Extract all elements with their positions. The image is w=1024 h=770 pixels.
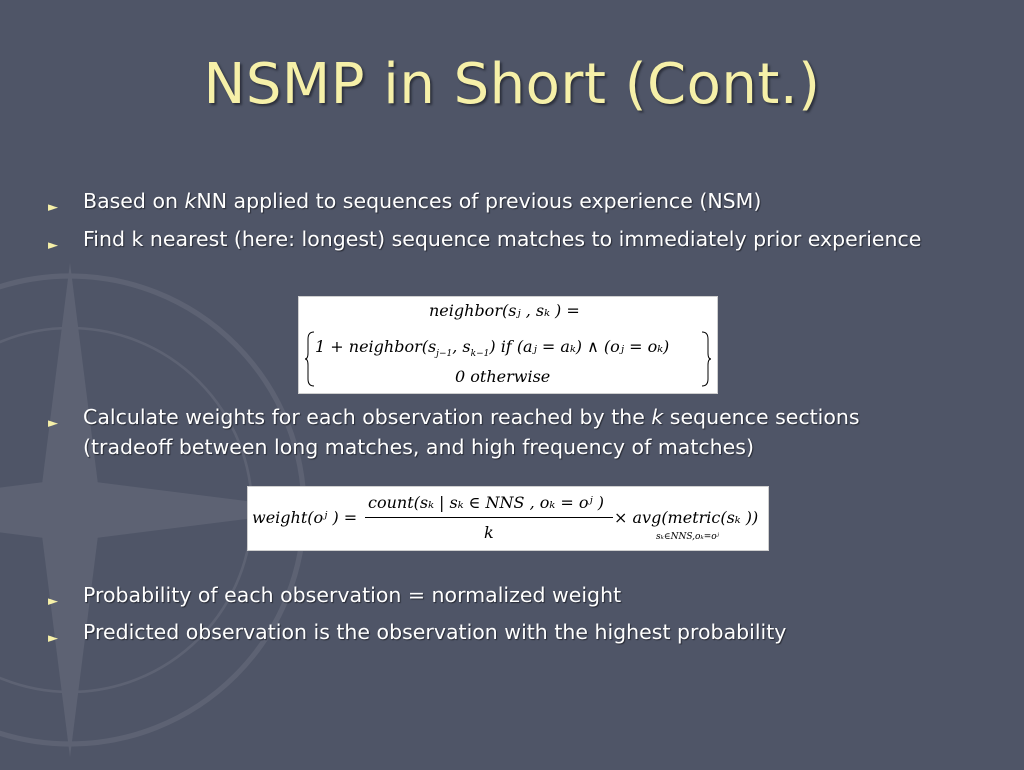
bullet-predicted [48, 617, 948, 647]
triangle-right-icon: ► [48, 200, 58, 215]
bullet-probability [48, 580, 948, 610]
bullet-text: Based on kNN applied to sequences of previous experience (NSM) [83, 189, 762, 213]
triangle-right-icon: ► [48, 631, 58, 646]
slide-title: NSMP in Short (Cont.) [203, 52, 821, 117]
formula-rhs: × avg(metric(sₖ )) [614, 508, 759, 527]
bullet-find-k [48, 224, 948, 254]
triangle-right-icon: ► [48, 416, 58, 431]
bullet-text: Probability of each observation = normalized weight [83, 583, 622, 607]
triangle-right-icon: ► [48, 238, 58, 253]
bullet-text: Find k nearest (here: longest) sequence matches to immediately prior experience [83, 227, 922, 251]
right-brace [701, 331, 711, 387]
formula-lhs: weight(oʲ ) = [252, 508, 358, 527]
formula-line-1: neighbor(sⱼ , sₖ ) = [429, 301, 580, 320]
bullet-weights [48, 402, 948, 462]
formula-line-2: $1 + neighbor(s_{j-1}$, $s_{k-1}$) if (aⱼ = aₖ) ∧ (oⱼ = oₖ) [315, 337, 670, 360]
triangle-right-icon: ► [48, 594, 58, 609]
left-brace [305, 331, 315, 387]
neighbor-formula [298, 296, 718, 394]
bullet-knn [48, 186, 948, 216]
formula-denominator: k [484, 523, 494, 542]
formula-line-3: 0 otherwise [455, 367, 551, 386]
bullet-text: Predicted observation is the observation with the highest probability [83, 620, 787, 644]
formula-numerator: count(sₖ | sₖ ∈ NNS , oₖ = oʲ ) [368, 493, 604, 512]
weight-formula [247, 486, 769, 551]
bullet-text: Calculate weights for each observation reached by the k sequence sections (tradeoff between long matches, and high frequency of matches) [83, 405, 860, 459]
fraction-bar [365, 517, 613, 518]
formula-avg-subscript: sₖ∈NNS,oₖ=oʲ [656, 532, 720, 542]
